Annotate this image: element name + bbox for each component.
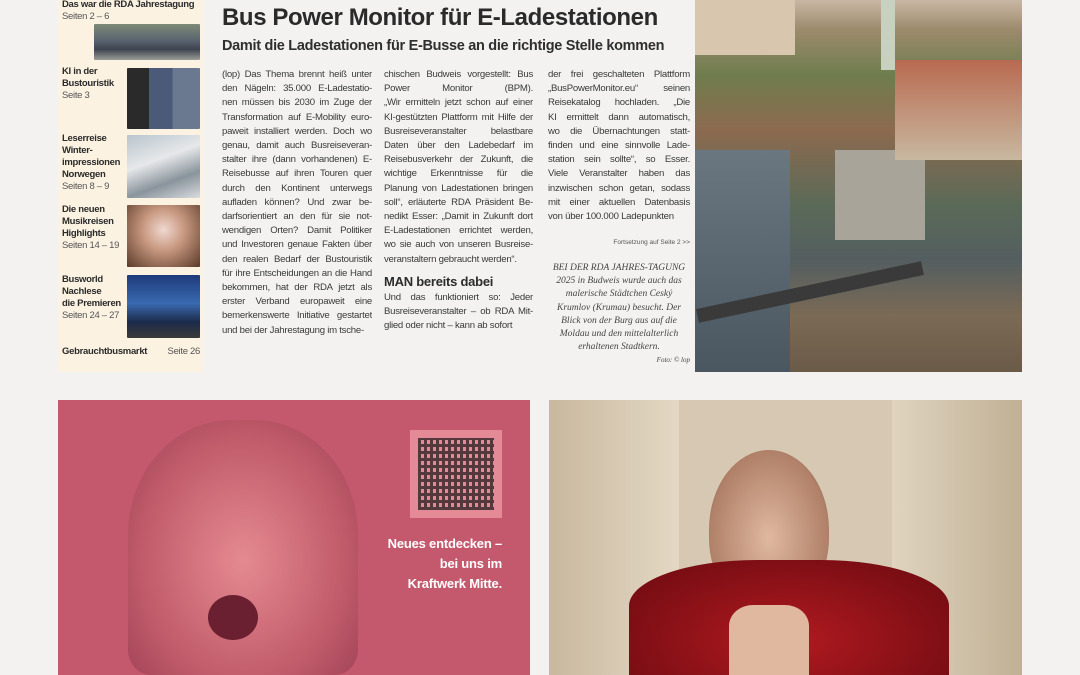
text-line: bemerkenswerte Initiative gestartet (222, 310, 372, 322)
continued-note[interactable]: Fortsetzung auf Seite 2 >> (613, 239, 690, 246)
text-line: darfsorientiert an den für sie not- (222, 211, 372, 223)
text-line: wo die Übernachtungen statt- (548, 125, 690, 137)
text-line: und Investoren genaue Fakten über (222, 239, 372, 251)
tower (881, 0, 895, 70)
cesky-krumlov-photo (695, 0, 1022, 372)
text-line: finden und eine sinnvolle Lade- (548, 140, 690, 152)
neck (729, 605, 809, 675)
text-line: und bei der Jahrestagung im tsche- (222, 324, 364, 336)
article-subheading: MAN bereits dabei (384, 273, 494, 289)
text-line: chischen Budweis vorgestellt: Bus (384, 69, 533, 80)
text-line: Viele Veranstalter haben das (548, 168, 690, 180)
text-line: Planung von Ladestationen bringen (384, 182, 533, 194)
group-photo-thumbnail (94, 24, 200, 60)
sidebar-item-gebrauchtbusmarkt[interactable]: Gebrauchtbusmarkt Seite 26 (62, 346, 200, 357)
concert-photo-thumbnail (127, 205, 200, 267)
ad-slogan: Neues entdecken – bei uns im Kraftwerk Mitte. (387, 536, 502, 591)
text-line: soll“, erläuterte RDA Präsident Be- (384, 196, 533, 208)
text-line: bekommen, hat der RDA jetzt als (222, 282, 372, 294)
photo-caption: BEI DER RDA JAHRES-TAGUNG 2025 in Budweis wurde auch das malerische Städtchen Ceský Krumlov (Krumau) besucht. Der Blick von der Burg aus auf die Moldau und den mittelalterlich erhaltenen Stadtkern. Foto: © lop (548, 262, 690, 368)
house (835, 150, 925, 240)
text-line: glied oder nicht – kann ab sofort (384, 320, 513, 332)
text-line: den realen Bedarf der Bustouristik (222, 253, 372, 265)
text-line: „BusPowerMonitor.eu“ seinen (548, 83, 690, 95)
text-line: Transformation auf E-Mobility euro- (222, 111, 372, 123)
text-line: nen müssen bis 2030 im Zuge der (222, 97, 372, 109)
sidebar-item-ki[interactable]: KI in der Bustouristik Seite 3 (62, 66, 114, 101)
advertisement-statues-woman[interactable] (549, 400, 1022, 675)
text-line: inzwischen schon getan, sodass (548, 182, 690, 194)
text-line: wichtige Erkenntnisse für die (384, 168, 533, 180)
text-line: Power Monitor (BPM). (384, 83, 533, 95)
text-line: E-Ladestationen errichtet werden, (384, 225, 533, 237)
text-line: Busreiseveranstalter – ob RDA Mit- (384, 306, 533, 318)
text-line: Daten über den Ladebedarf im (384, 140, 533, 152)
text-line: Reisebusse auf ihren Touren quer (222, 168, 372, 180)
article-column-3 (548, 68, 690, 224)
text-line: Reisebusverkehr der Zukunft, die (384, 154, 533, 166)
contents-sidebar (58, 0, 203, 372)
text-line: KI-gestützten Plattform mit Hilfe der (384, 111, 533, 123)
text-line: nedikt Esser: „Damit in Zukunft dort (384, 211, 533, 223)
text-line: wendigen Orten? Damit Politiker (222, 225, 372, 237)
text-line: KI ermittelt dann automatisch, (548, 111, 690, 123)
text-line: wo sie auch von unseren Busreise- (384, 239, 533, 251)
text-line: durch den Kontinent unterwegs (222, 182, 372, 194)
article-column-1 (222, 68, 372, 338)
photo-credit: Foto: © lop (656, 356, 690, 365)
text-line: genau, damit auch Busreiseveran- (222, 140, 372, 152)
text-line: Reisekatalog hochladen. „Die (548, 97, 690, 109)
text-line: Busreiseveranstalter belastbare (384, 125, 533, 137)
article-headline: Bus Power Monitor für E-Ladestationen (222, 4, 658, 31)
text-line: paweit installiert werden. Doch wo (222, 125, 372, 137)
text-line: den Nägeln: 35.000 E-Ladestatio- (222, 83, 372, 95)
text-line: für ihre Entscheidungen an die Hand (222, 267, 372, 279)
river (695, 150, 790, 372)
article-column-2 (384, 68, 533, 333)
text-line: mit einer aktuellen Datenbasis (548, 196, 690, 208)
sidebar-item-musikreisen[interactable]: Die neuen Musikreisen Highlights Seiten 14 – 19 (62, 204, 120, 251)
castle-building (695, 0, 795, 55)
text-line: der frei geschalteten Plattform (548, 69, 690, 80)
rooftops (895, 60, 1022, 160)
article-subheadline: Damit die Ladestationen für E-Busse an die richtige Stelle kommen (222, 38, 665, 54)
sidebar-item-busworld[interactable]: Busworld Nachlese die Premieren Seiten 24 – 27 (62, 274, 121, 321)
text-line: Und das funktioniert so: Jeder (384, 291, 533, 303)
text-line: aufladen können? Und zwar be- (222, 196, 372, 208)
text-line: von über 100.000 Ladepunkten (548, 211, 674, 223)
text-line: stalter ihre (dann vorhandenen) E- (222, 154, 372, 166)
text-line: veranstaltern gebraucht werden“. (384, 253, 517, 265)
busworld-photo-thumbnail (127, 275, 200, 338)
text-line: (lop) Das Thema brennt heiß unter (222, 69, 372, 80)
people-photo-thumbnail (127, 68, 200, 129)
text-line: station sein sollte“, so Esser. (548, 154, 690, 166)
text-line: erster Verband europaweit eine (222, 296, 372, 308)
open-mouth (208, 595, 258, 640)
sidebar-item-leserreise[interactable]: Leserreise Winter- impressionen Norwegen Seiten 8 – 9 (62, 133, 121, 192)
sidebar-item-jahrestagung[interactable]: Das war die RDA Jahrestagung Seiten 2 – 6 (62, 0, 195, 22)
text-line: „Wir ermitteln jetzt schon auf einer (384, 97, 533, 109)
qr-code[interactable] (410, 430, 502, 518)
winter-photo-thumbnail (127, 135, 200, 198)
